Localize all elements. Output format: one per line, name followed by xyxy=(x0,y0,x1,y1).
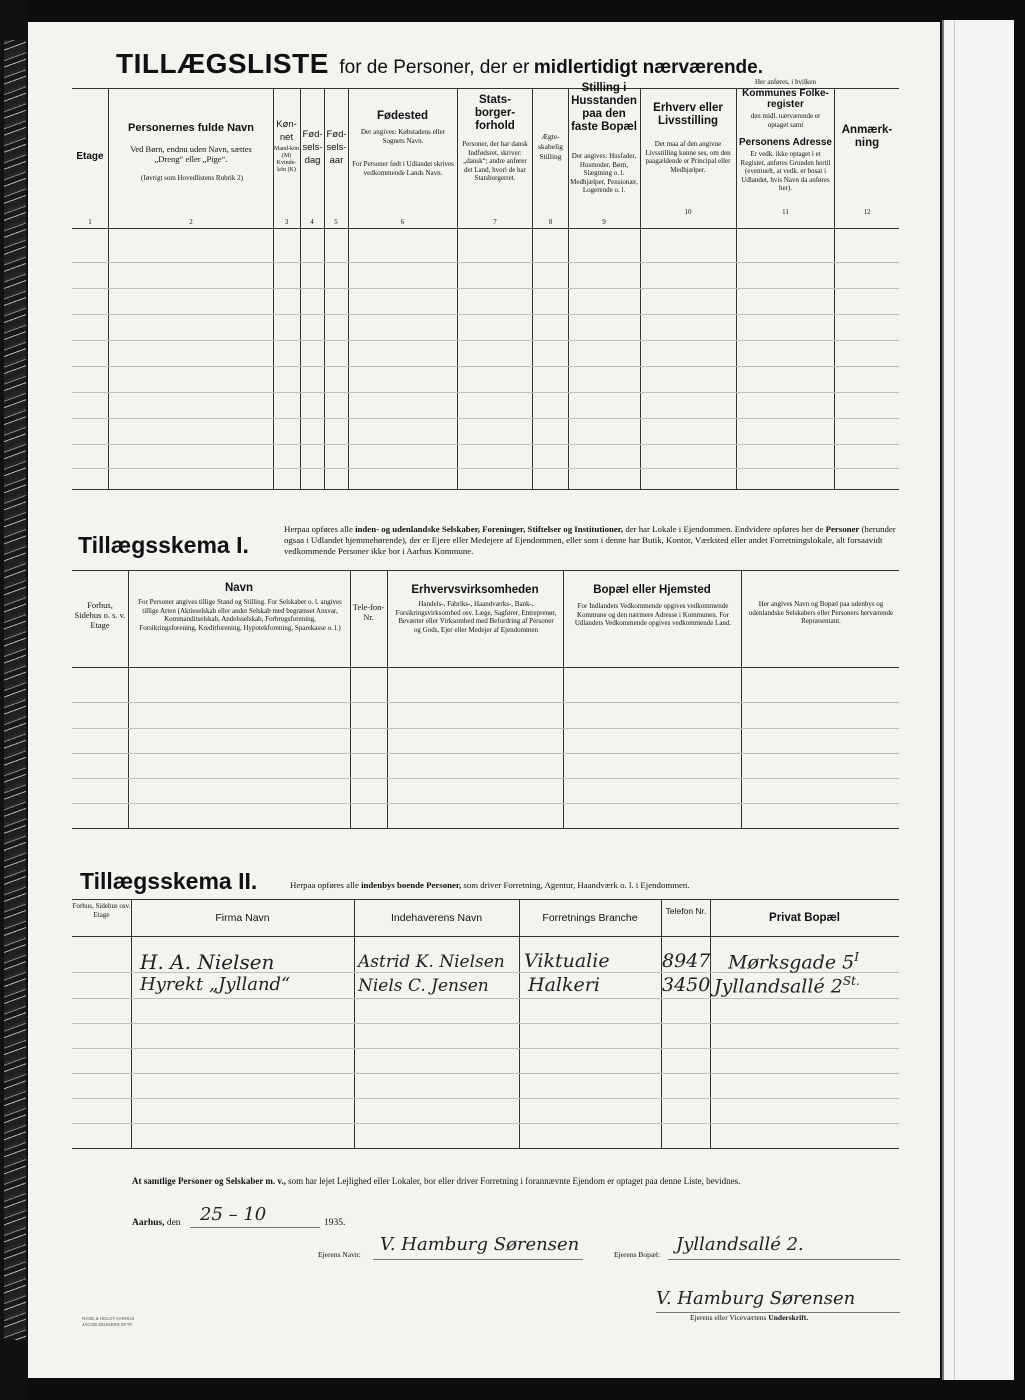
s1-col-phone: Tele-fon-Nr. xyxy=(352,602,385,622)
signature-label-bold: Underskrift. xyxy=(768,1313,809,1322)
row2-phone: 3450 xyxy=(662,974,711,996)
col-name-title: Personernes fulde Navn xyxy=(128,122,254,134)
col-marital-title: Ægte-skabelig Stilling xyxy=(538,132,563,161)
schema1-title: Tillægsskema I. xyxy=(78,532,249,558)
declaration xyxy=(132,1176,902,1186)
s2-col-etage: Forhus, Sidehus osv. Etage xyxy=(72,902,131,919)
signature-handwritten: V. Hamburg Sørensen xyxy=(656,1288,856,1309)
col-occupation-sub: Det maa af den angivne Livsstilling kunne ses, om den paagældende er Principal eller Medhjælper. xyxy=(645,140,731,174)
col-birthyear-title: Fød-sels-aar xyxy=(326,129,347,166)
s1-col-residence-sub: For Indlandets Vedkommende opgives vedkommende Kommune og den nærmere Adresse i Kommunen. For Udlandets Vedkommende opgives vedkommende Land. xyxy=(574,602,732,627)
col-register-sub: den midl. nærværende er optaget samt xyxy=(750,112,821,129)
col-num: 4 xyxy=(310,218,314,226)
intro-bold: inden- og udenlandske Selskaber, Foreninger, Stiftelser og Institutioner, xyxy=(355,524,624,534)
signature-label xyxy=(690,1314,808,1323)
col-num: 2 xyxy=(189,218,193,226)
col-sex-title: Køn-net xyxy=(276,119,297,143)
s1-col-name-sub: For Personer angives tillige Stand og Stilling. For Selskaber o. l. angives tillige Arten (Aktieselskab eller andet Selskab med begrænset Ansvar, Kommanditselskab, Andelsselskab, Forbrugsforening, Forsikringsforening, Kreditforening, Hypotekforening, Sparekasse o. l.) xyxy=(138,598,342,632)
col-remark-title: Anmærk-ning xyxy=(841,124,893,149)
col-num: 11 xyxy=(782,208,789,216)
col-sex-sub: Mand-kön (M) Kvinde-kön (K) xyxy=(274,146,299,173)
col-citizenship-title: Stats-borger-forhold xyxy=(474,94,516,132)
title-rest-a: for de Personer, der er xyxy=(339,57,530,78)
owner-address-label: Ejerens Bopæl: xyxy=(614,1250,661,1259)
col-num: 10 xyxy=(684,208,692,216)
col-household-sub: Der angives: Husfader, Husmoder, Børn, Slægtning o. l. Medhjælper, Pensionær, Logerende o. l. xyxy=(570,152,638,194)
col-num: 6 xyxy=(400,218,405,226)
intro-text: Endvidere opføres her de xyxy=(734,524,824,534)
page-title xyxy=(116,48,916,80)
row1-phone: 8947 xyxy=(662,950,711,972)
col-name-note: (Iøvrigt som Hovedlistens Rubrik 2) xyxy=(141,174,243,182)
s1-col-etage: Forhus, Sidehus o. s. v. Etage xyxy=(74,600,126,630)
owner-address-handwritten: Jyllandsallé 2. xyxy=(676,1234,804,1255)
facing-page-edge xyxy=(942,20,1014,1380)
address-floor: St. xyxy=(842,974,860,988)
address-text: Mørksgade 5 xyxy=(728,951,855,974)
intro-text: som driver Forretning, Agentur, Haandværk o. l. i Ejendommen. xyxy=(463,880,690,890)
row1-owner: Astrid K. Nielsen xyxy=(358,952,505,972)
city-date-line xyxy=(132,1218,181,1228)
intro-text: Herpaa opføres alle xyxy=(284,524,353,534)
declaration-text: som har lejet Lejlighed eller Lokaler, bor eller driver Forretning i forannævnte Ejendom er optaget paa denne Liste, bevidnes. xyxy=(288,1176,741,1186)
col-name-sub: Ved Børn, endnu uden Navn, sættes „Dreng“ eller „Pige“. xyxy=(130,144,252,164)
s2-col-branch: Forretnings Branche xyxy=(542,912,638,924)
year: 1935. xyxy=(324,1218,346,1228)
s2-col-phone: Telefon Nr. xyxy=(665,906,707,916)
den-label: den xyxy=(166,1218,181,1228)
schema2-title: Tillægsskema II. xyxy=(80,868,258,894)
col-register-title: Kommunes Folke-register xyxy=(742,88,829,110)
col-num: 8 xyxy=(548,218,553,226)
col-occupation-title: Erhverv eller Livsstilling xyxy=(653,102,723,127)
owner-name-label: Ejerens Navn: xyxy=(318,1250,361,1259)
col-register-note: Er vedk. ikke optaget i et Register, anføres Grunden hertil (eventuelt, at vedk. er bosat i Udlandet, hvis Navn da anføres her). xyxy=(740,150,831,192)
intro-text: der har Lokale i Ejendommen. xyxy=(625,524,733,534)
col-birthplace-title: Fødested xyxy=(376,110,429,122)
s2-col-owner: Indehaverens Navn xyxy=(390,912,483,924)
col-birthplace-sub: Der angives: Købstadens eller Sognets Navn. xyxy=(360,128,446,145)
title-rest-b: midlertidigt nærværende. xyxy=(533,57,764,78)
col-citizenship-sub: Personer, der har dansk Indfødsret, skriver: „dansk“; andre anfører det Land, hvori de har Statsborgerret. xyxy=(462,140,528,182)
printer-mark: RASE & HOLST AARHUS JACOB ZEUNERS EFTF. xyxy=(82,1316,135,1327)
owner-name-handwritten: V. Hamburg Sørensen xyxy=(380,1234,580,1255)
register-page xyxy=(28,22,940,1378)
col-num: 5 xyxy=(334,218,338,226)
s1-col-name-title: Navn xyxy=(224,582,254,594)
s1-col-residence-title: Bopæl eller Hjemsted xyxy=(593,584,711,596)
col-num: 7 xyxy=(493,218,497,226)
row2-owner: Niels C. Jensen xyxy=(358,976,489,996)
row1-branch: Viktualie xyxy=(524,950,610,972)
marbled-cover-edge xyxy=(4,40,26,1340)
book-binding xyxy=(0,0,28,1400)
intro-bold: indenbys boende Personer, xyxy=(361,880,462,890)
row1-address xyxy=(728,950,859,973)
title-big: TILLÆGSLISTE xyxy=(116,48,329,79)
col-num: 3 xyxy=(284,218,289,226)
city: Aarhus, xyxy=(132,1218,165,1228)
s1-col-business-sub: Handels-, Fabriks-, Haandværks-, Bank-, Forsikringsvirksomhed osv. Læge, Sagfører, Entreprenør, Beværter eller Virksomhed med Befordring af Personer og Gods, Ejer eller Medejer af Ejendommen xyxy=(395,600,557,634)
row1-firma: H. A. Nielsen xyxy=(140,950,275,974)
col-birthday-title: Fød-sels-dag xyxy=(302,129,323,166)
address-floor: I xyxy=(854,950,860,964)
s1-col-representative: Her angives Navn og Bopæl paa udenbys og udenlandske Selskabers eller Personers herværende Repræsentant. xyxy=(748,600,894,625)
address-text: Jyllandsallé 2 xyxy=(714,975,843,998)
col-num: 9 xyxy=(602,218,606,226)
col-register-title2: Personens Adresse xyxy=(738,137,832,148)
date-handwritten: 25 – 10 xyxy=(200,1204,267,1225)
row2-branch: Halkeri xyxy=(528,974,600,996)
row2-address xyxy=(714,974,860,997)
s2-col-firma: Firma Navn xyxy=(215,912,270,924)
col-num: 1 xyxy=(88,218,92,226)
intro-bold: Personer xyxy=(825,524,860,534)
col-num: 12 xyxy=(863,208,871,216)
intro-text: Herpaa opføres alle xyxy=(290,880,359,890)
col-etage-title: Etage xyxy=(76,151,104,162)
signature-label-text: Ejerens eller Viceværtens xyxy=(690,1313,767,1322)
col-register-pre: Her anføres, i hvilken xyxy=(754,78,817,86)
s2-col-address: Privat Bopæl xyxy=(769,912,840,924)
schema2-intro xyxy=(290,880,910,890)
row2-firma: Hyrekt „Jylland“ xyxy=(140,974,291,995)
schema1-intro xyxy=(284,524,902,557)
declaration-bold: At samtlige Personer og Selskaber m. v., xyxy=(132,1176,286,1186)
intro-text: (herunder ogsaa i Udlandet hjemmehørende), der er Ejere eller Medejere af Ejendommen, eller som i denne har Butik, Kontor, Værksted eller andet Forretningslokale, alt forsaavidt vedkommende Personer ikke bor i Aarhus Kommune. xyxy=(284,524,896,556)
s1-col-business-title: Erhvervsvirksomheden xyxy=(411,584,539,596)
col-household-title: Stilling i Husstanden paa den faste Bopæl xyxy=(571,82,637,133)
col-birthplace-note: For Personer født i Udlandet skrives vedkommende Lands Navn. xyxy=(352,160,454,177)
